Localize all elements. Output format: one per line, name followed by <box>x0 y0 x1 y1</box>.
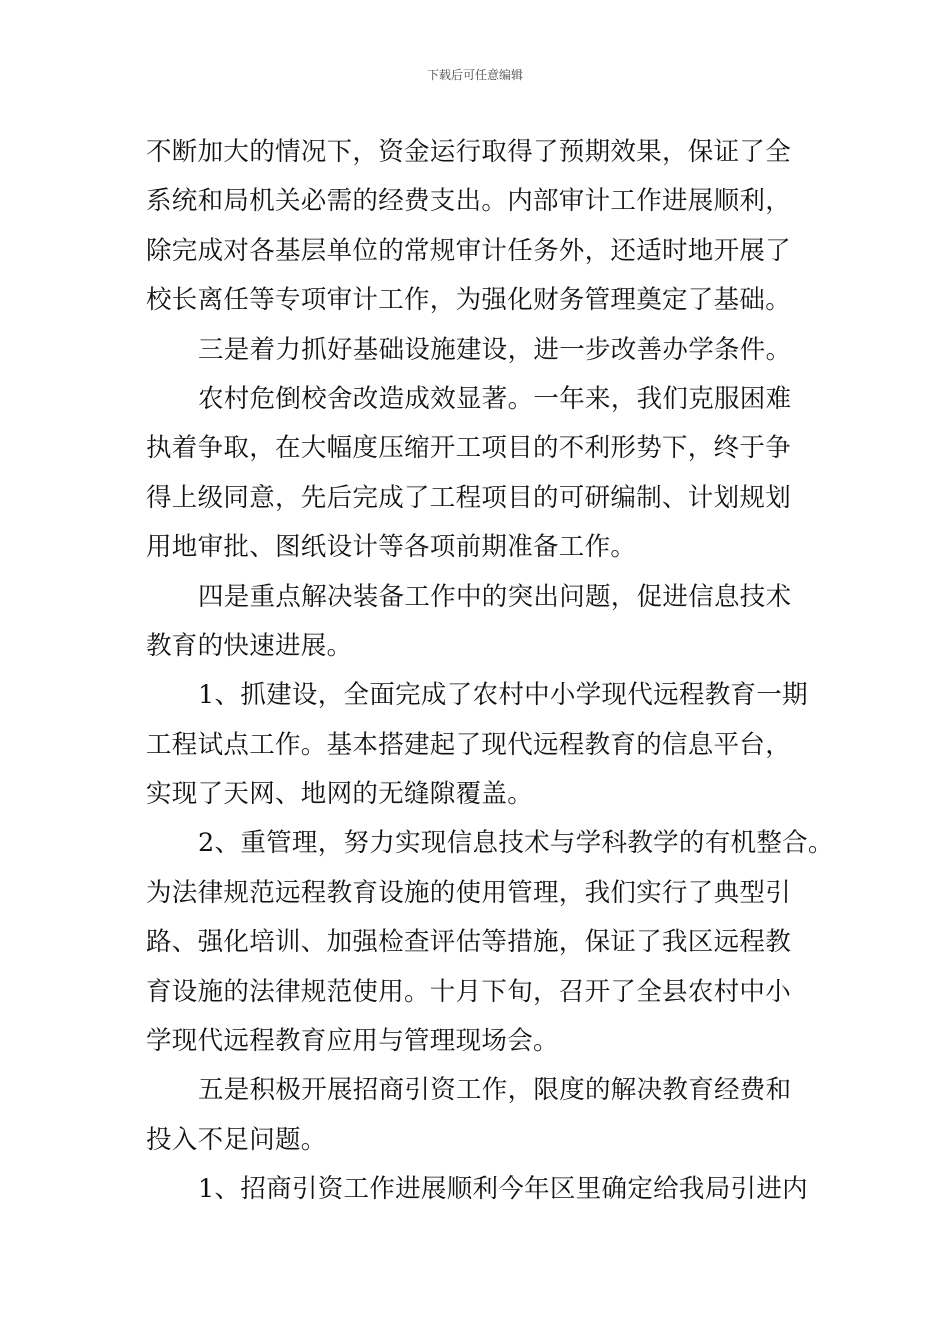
text-line: 不断加大的情况下，资金运行取得了预期效果，保证了全 <box>146 137 792 167</box>
text-line: 四是重点解决装备工作中的突出问题，促进信息技术 <box>198 581 792 612</box>
text-line: 1、抓建设，全面完成了农村中小学现代远程教育一期 <box>198 680 808 711</box>
page-header: 下载后可任意编辑 <box>426 68 523 82</box>
text-line: 三是着力抓好基础设施建设，进一步改善办学条件。 <box>198 334 792 365</box>
text-line: 教育的快速进展。 <box>146 630 353 661</box>
text-line: 工程试点工作。基本搭建起了现代远程教育的信息平台， <box>146 729 792 760</box>
text-line: 为法律规范远程教育设施的使用管理，我们实行了典型引 <box>146 877 792 908</box>
text-line: 2、重管理，努力实现信息技术与学科教学的有机整合。 <box>198 828 834 859</box>
text-line: 路、强化培训、加强检查评估等措施，保证了我区远程教 <box>146 927 792 958</box>
text-line: 育设施的法律规范使用。十月下旬，召开了全县农村中小 <box>146 976 792 1007</box>
text-line: 1、招商引资工作进展顺利今年区里确定给我局引进内 <box>198 1174 808 1205</box>
text-line: 除完成对各基层单位的常规审计任务外，还适时地开展了 <box>146 235 792 266</box>
text-line: 用地审批、图纸设计等各项前期准备工作。 <box>146 532 637 563</box>
text-line: 执着争取，在大幅度压缩开工项目的不利形势下，终于争 <box>146 433 792 464</box>
text-line: 实现了天网、地网的无缝隙覆盖。 <box>146 779 534 810</box>
document-body <box>146 128 834 1215</box>
text-line: 得上级同意，先后完成了工程项目的可研编制、计划规划 <box>146 482 792 513</box>
text-line: 学现代远程教育应用与管理现场会。 <box>146 1026 559 1057</box>
text-line: 校长离任等专项审计工作，为强化财务管理奠定了基础。 <box>146 285 792 316</box>
text-line: 五是积极开展招商引资工作，限度的解决教育经费和 <box>198 1075 792 1106</box>
text-line: 系统和局机关必需的经费支出。内部审计工作进展顺利， <box>146 186 792 217</box>
text-line: 农村危倒校舍改造成效显著。一年来，我们克服困难 <box>198 383 792 414</box>
text-line: 投入不足问题。 <box>146 1124 327 1155</box>
